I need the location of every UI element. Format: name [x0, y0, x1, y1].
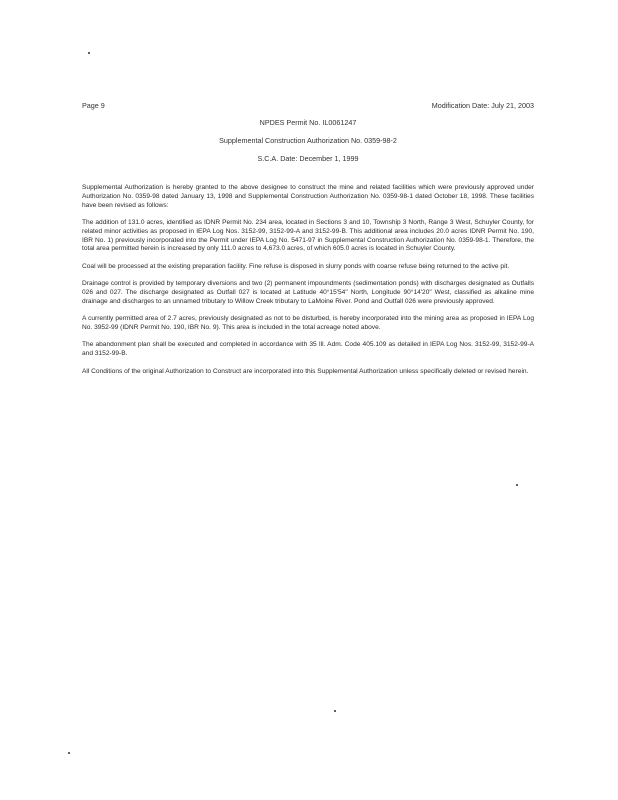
paragraph: A currently permitted area of 2.7 acres, previously designated as not to be disturbed, is hereby incorporated into the mining area as proposed in IEPA Log No. 3952-99 (IDNR Permit No. 190, IBR No. 9). This area is included in the total acreage noted above.	[82, 315, 534, 331]
paragraph: Supplemental Authorization is hereby granted to the above designee to construct the mine and related facilities which were previously approved under Authorization No. 0359-98 dated January 13, 1998 and Supplemental Construction Authorization No. 0359-98-1 dated October 18, 1998. These facilities have been revised as follows:	[82, 184, 534, 209]
scan-speck	[68, 752, 70, 754]
paragraph: The addition of 131.0 acres, identified as IDNR Permit No. 234 area, located in Sections 3 and 10, Township 3 North, Range 3 West, Schuyler County, for related minor activities as proposed in IEPA Log Nos. 3152-99, 3152-99-A and 3152-99-B. This additional area includes 20.0 acres IDNR Permit No. 190, IBR No. 1) previously incorporated into the Permit under IEPA Log No. 5471-97 in Supplemental Construction Authorization No. 0359-98-1. Therefore, the total area permitted herein is increased by only 111.0 acres to 4,673.0 acres, of which 605.0 acres is located in Schuyler County.	[82, 218, 534, 253]
authorization-title: Supplemental Construction Authorization No. 0359-98-2	[219, 136, 397, 145]
scan-speck	[334, 710, 336, 712]
document-body	[82, 184, 534, 385]
sca-date: S.C.A. Date: December 1, 1999	[257, 154, 359, 163]
paragraph: The abandonment plan shall be executed and completed in accordance with 35 Ill. Adm. Code 405.109 as detailed in IEPA Log Nos. 3152-99, 3152-99-A and 3152-99-B.	[82, 341, 534, 358]
paragraph: All Conditions of the original Authorization to Construct are incorporated into this Supplemental Authorization unless specifically deleted or revised herein.	[82, 367, 529, 375]
page-header	[82, 101, 534, 110]
paragraph: Drainage control is provided by temporary diversions and two (2) permanent impoundments (sedimentation ponds) with discharges designated as Outfalls 026 and 027. The discharge designated as Outfall 027 is located at Latitude 40°15'54" North, Longitude 90°14'20" West, classified as alkaline mine drainage and discharges to an unnamed tributary to Willow Creek tributary to LaMoine River. Pond and Outfall 026 were previously approved.	[82, 280, 534, 305]
scan-speck	[516, 484, 518, 486]
permit-number: NPDES Permit No. IL0061247	[259, 118, 357, 127]
page-number: Page 9	[82, 101, 105, 110]
paragraph: Coal will be processed at the existing preparation facility. Fine refuse is disposed in slurry ponds with coarse refuse being returned to the active pit.	[82, 262, 510, 270]
modification-date: Modification Date: July 21, 2003	[431, 101, 534, 110]
scan-speck	[88, 52, 90, 54]
